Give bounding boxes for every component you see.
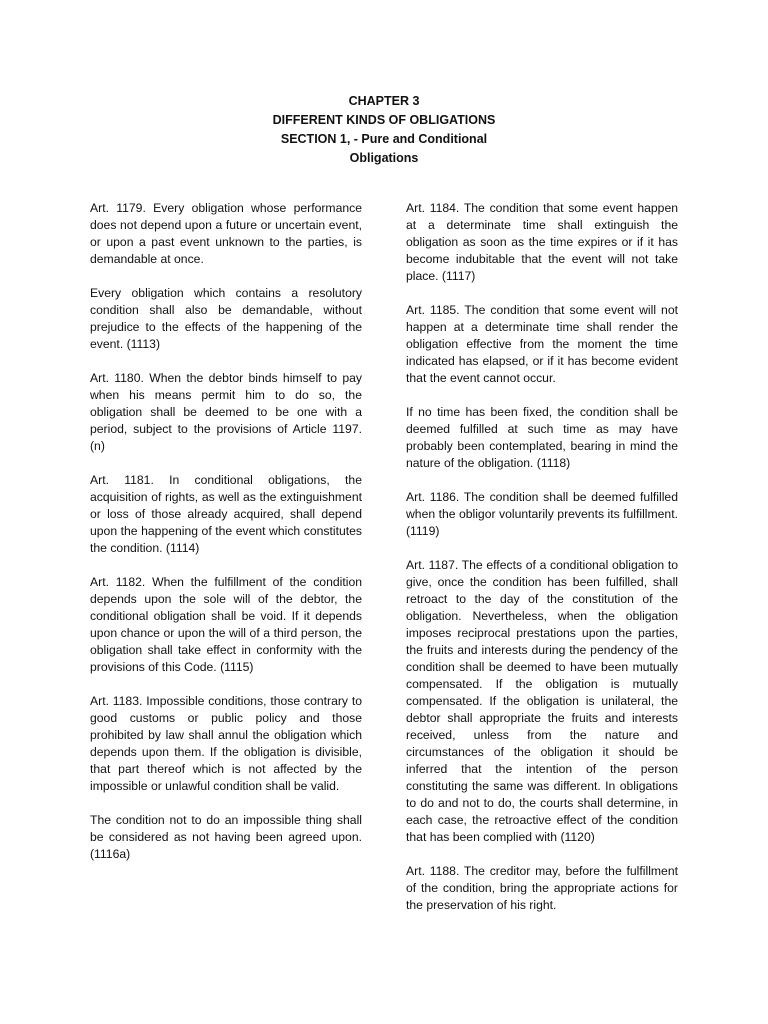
no-time-fixed-paragraph: If no time has been fixed, the condition shall be deemed fulfilled at such time as may have probably been contemplated, bearing in mind the nature of the obligation. (1118) <box>406 405 678 470</box>
article-1180-paragraph: Art. 1180. When the debtor binds himself to pay when his means permit him to do so, the obligation shall be deemed to be one with a period, subject to the provisions of Article 1197. (n) <box>90 371 362 453</box>
section-title-line-1: SECTION 1, - Pure and Conditional <box>280 132 488 146</box>
article-1179-paragraph: Art. 1179. Every obligation whose performance does not depend upon a future or uncertain event, or upon a past event unknown to the parties, is demandable at once. <box>90 201 362 266</box>
chapter-heading <box>184 92 584 168</box>
left-column <box>90 200 362 880</box>
impossible-thing-paragraph: The condition not to do an impossible thing shall be considered as not having been agreed upon. (1116a) <box>90 813 362 861</box>
article-1184-paragraph: Art. 1184. The condition that some event happen at a determinate time shall extinguish the obligation as soon as the time expires or if it has become indubitable that the event will not take place. (1117) <box>406 201 678 283</box>
article-1186-paragraph: Art. 1186. The condition shall be deemed fulfilled when the obligor voluntarily prevents its fulfillment. (1119) <box>406 490 678 538</box>
article-1181-paragraph: Art. 1181. In conditional obligations, the acquisition of rights, as well as the extinguishment or loss of those already acquired, shall depend upon the happening of the event which constitutes the condition. (1114) <box>90 473 362 555</box>
right-column <box>406 200 678 931</box>
article-1183-paragraph: Art. 1183. Impossible conditions, those contrary to good customs or public policy and those prohibited by law shall annul the obligation which depends upon them. If the obligation is divisible, that part thereof which is not affected by the impossible or unlawful condition shall be valid. <box>90 694 362 793</box>
article-1188-paragraph: Art. 1188. The creditor may, before the fulfillment of the condition, bring the appropriate actions for the preservation of his right. <box>406 864 678 912</box>
article-1185-paragraph: Art. 1185. The condition that some event will not happen at a determinate time shall render the obligation effective from the moment the time indicated has elapsed, or if it has become evident that the event cannot occur. <box>406 303 678 385</box>
article-1187-paragraph: Art. 1187. The effects of a conditional obligation to give, once the condition has been fulfilled, shall retroact to the day of the constitution of the obligation. Nevertheless, when the obligation imposes reciprocal prestations upon the parties, the fruits and interests during the pendency of the condition shall be deemed to have been mutually compensated. If the obligation is mutually compensated. If the obligation is unilateral, the debtor shall appropriate the fruits and interests received, unless from the nature and circumstances of the obligation it should be inferred that the intention of the person constituting the same was different. In obligations to do and not to do, the courts shall determine, in each case, the retroactive effect of the condition that has been complied with (1120) <box>406 558 678 844</box>
article-1182-paragraph: Art. 1182. When the fulfillment of the condition depends upon the sole will of the debtor, the conditional obligation shall be void. If it depends upon chance or upon the will of a third person, the obligation shall take effect in conformity with the provisions of this Code. (1115) <box>90 575 362 674</box>
resolutory-condition-paragraph: Every obligation which contains a resolutory condition shall also be demandable, without prejudice to the effects of the happening of the event. (1113) <box>90 286 362 351</box>
section-title-line-2: Obligations <box>349 151 419 165</box>
chapter-number: CHAPTER 3 <box>348 94 420 108</box>
chapter-title: DIFFERENT KINDS OF OBLIGATIONS <box>272 113 496 127</box>
